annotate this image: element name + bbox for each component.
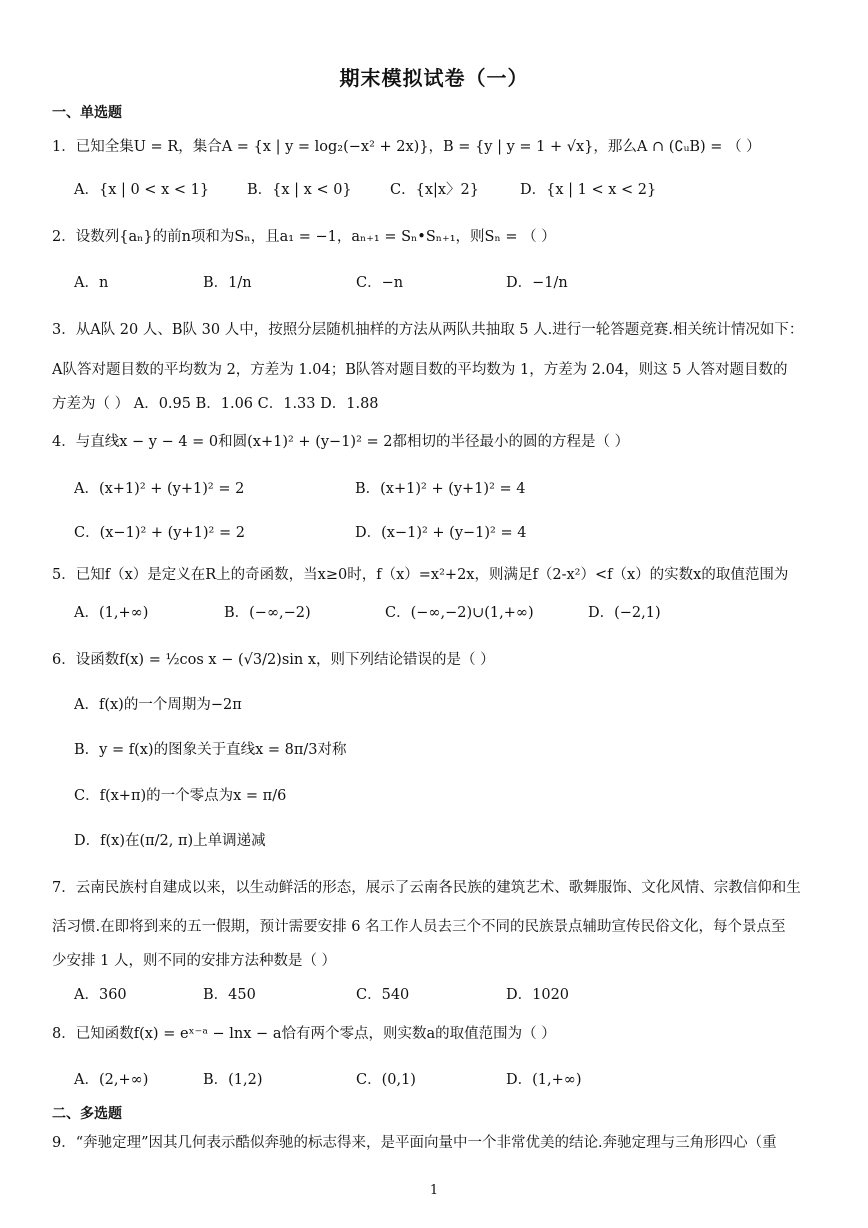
- question-7-options: [74, 983, 834, 1007]
- question-2-stem: 2．设数列{aₙ}的前n项和为Sₙ，且a₁ = −1，aₙ₊₁ = Sₙ•Sₙ₊₁，则Sₙ = （ ）: [52, 229, 556, 245]
- question-8-option-c: C．(0,1): [356, 1072, 416, 1088]
- page-title: 期末模拟试卷（一）: [339, 66, 529, 90]
- question-4-option-d: D．(x−1)² + (y−1)² = 4: [355, 525, 527, 541]
- question-6-stem: 6．设函数f(x) = ½cos x − (√3/2)sin x，则下列结论错误的是（ ）: [52, 652, 495, 668]
- question-8-option-b: B．(1,2): [203, 1072, 263, 1088]
- question-7-line-1: 7．云南民族村自建成以来，以生动鲜活的形态，展示了云南各民族的建筑艺术、歌舞服饰、文化风情、宗教信仰和生: [52, 880, 801, 896]
- question-1-option-c: C．{x|x〉2}: [390, 182, 480, 198]
- question-3-line-2: A队答对题目数的平均数为 2，方差为 1.04；B队答对题目数的平均数为 1，方差为 2.04，则这 5 人答对题目数的: [52, 362, 788, 378]
- question-7-line-2: 活习惯.在即将到来的五一假期，预计需要安排 6 名工作人员去三个不同的民族景点辅助宣传民俗文化，每个景点至: [52, 919, 786, 935]
- page-number: 1: [429, 1183, 439, 1198]
- question-7-option-a: A．360: [74, 987, 127, 1003]
- question-8-option-a: A．(2,+∞): [74, 1072, 149, 1088]
- question-2-options: [74, 271, 834, 295]
- question-5-option-b: B．(−∞,−2): [224, 605, 311, 621]
- question-5-option-a: A．(1,+∞): [74, 605, 149, 621]
- question-8-options: [74, 1068, 834, 1092]
- question-5-stem: 5．已知f（x）是定义在R上的奇函数，当x≥0时，f（x）=x²+2x，则满足f（2-x²）<f（x）的实数x的取值范围为: [52, 567, 789, 583]
- question-6-option-d: D．f(x)在(π/2, π)上单调递减: [74, 833, 266, 849]
- question-6-option-b: B．y = f(x)的图象关于直线x = 8π/3对称: [74, 742, 347, 758]
- question-4-options-row-2: [74, 521, 834, 545]
- question-7-option-d: D．1020: [506, 987, 570, 1003]
- question-7-option-b: B．450: [203, 987, 256, 1003]
- question-7-line-3: 少安排 1 人，则不同的安排方法种数是（ ）: [52, 953, 337, 969]
- question-5-options: [74, 601, 834, 625]
- question-2-option-a: A．n: [74, 275, 109, 291]
- section-heading-single-choice: 一、单选题: [52, 105, 122, 121]
- question-9-line-1: 9．“奔驰定理”因其几何表示酷似奔驰的标志得来，是平面向量中一个非常优美的结论.奔驰定理与三角形四心（重: [52, 1135, 777, 1151]
- question-5-option-d: D．(−2,1): [588, 605, 661, 621]
- question-2-option-d: D．−1/n: [506, 275, 568, 291]
- question-5-option-c: C．(−∞,−2)∪(1,+∞): [385, 605, 534, 621]
- question-4-option-b: B．(x+1)² + (y+1)² = 4: [355, 481, 526, 497]
- question-1-option-a: A．{x | 0 < x < 1}: [74, 182, 210, 198]
- question-4-stem: 4．与直线x − y − 4 = 0和圆(x+1)² + (y−1)² = 2都相切的半径最小的圆的方程是（ ）: [52, 434, 630, 450]
- question-4-option-a: A．(x+1)² + (y+1)² = 2: [74, 481, 245, 497]
- question-8-option-d: D．(1,+∞): [506, 1072, 582, 1088]
- question-7-option-c: C．540: [356, 987, 410, 1003]
- question-6-option-a: A．f(x)的一个周期为−2π: [74, 697, 242, 713]
- question-3-line-1: 3．从A队 20 人、B队 30 人中，按照分层随机抽样的方法从两队共抽取 5 人.进行一轮答题竞赛.相关统计情况如下：: [52, 322, 804, 338]
- question-2-option-c: C．−n: [356, 275, 404, 291]
- question-8-stem: 8．已知函数f(x) = eˣ⁻ᵃ − lnx − a恰有两个零点，则实数a的取值范围为（ ）: [52, 1026, 556, 1042]
- question-1-option-b: B．{x | x < 0}: [247, 182, 352, 198]
- question-1-stem: 1．已知全集U = R，集合A = {x | y = log₂(−x² + 2x)}，B = {y | y = 1 + √x}，那么A ∩ (∁ᵤB) = （ ）: [52, 139, 761, 155]
- question-3-line-3: 方差为（ ） A．0.95 B．1.06 C．1.33 D．1.88: [52, 396, 379, 412]
- question-6-option-c: C．f(x+π)的一个零点为x = π/6: [74, 788, 287, 804]
- question-4-options-row-1: [74, 477, 834, 501]
- question-1-option-d: D．{x | 1 < x < 2}: [520, 182, 657, 198]
- section-heading-multiple-choice: 二、多选题: [52, 1106, 122, 1122]
- question-1-options: [74, 178, 834, 202]
- question-2-option-b: B．1/n: [203, 275, 252, 291]
- question-4-option-c: C．(x−1)² + (y+1)² = 2: [74, 525, 245, 541]
